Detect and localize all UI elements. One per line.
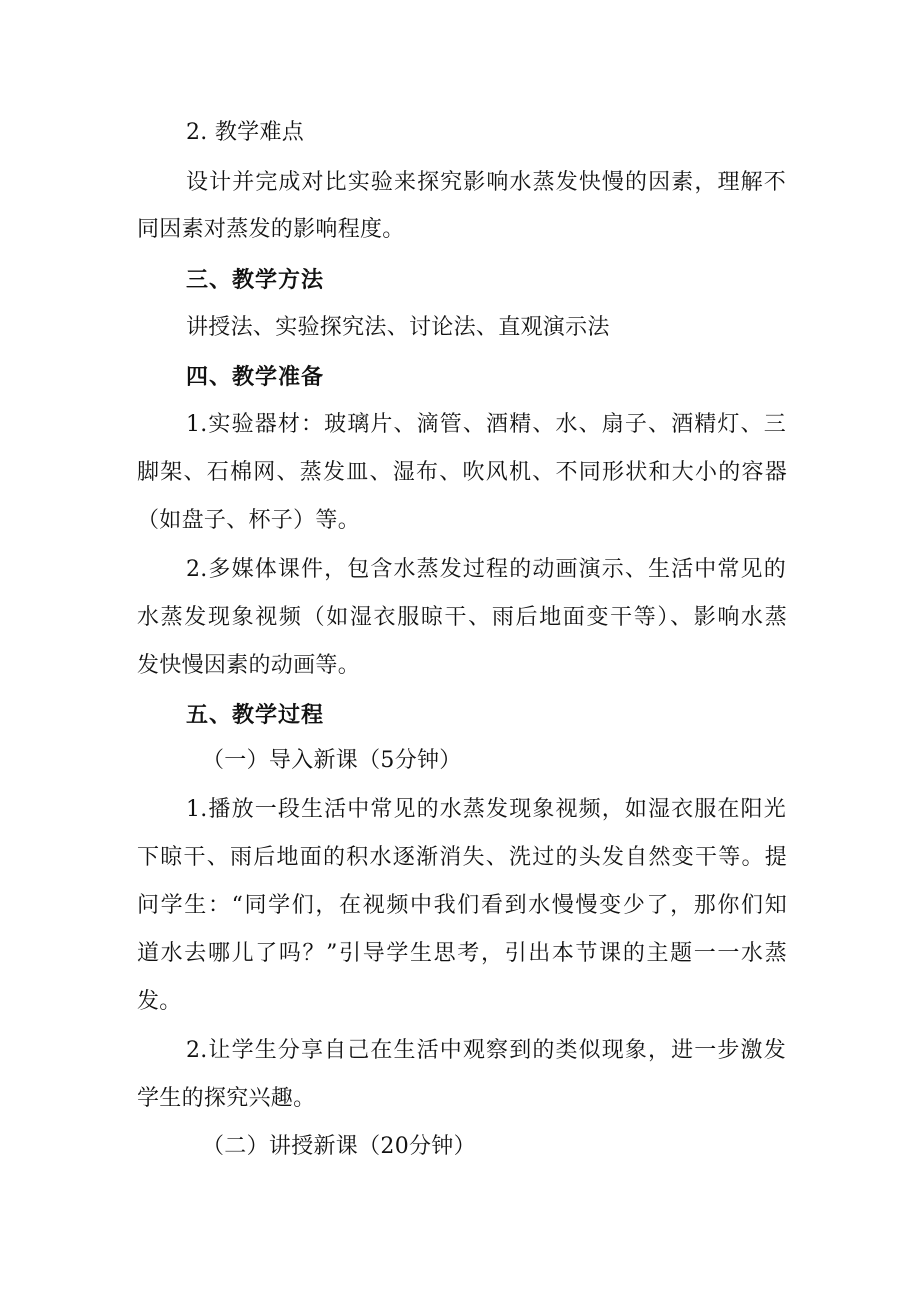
prep-item2-line-2: 水蒸发现象视频（如湿衣服晾干、雨后地面变干等）、影响水蒸: [137, 605, 787, 630]
difficulty-text-line-2: 同因素对蒸发的影响程度。: [137, 217, 405, 242]
intro-item2-line-1: 2.让学生分享自己在生活中观察到的类似现象，进一步激发: [186, 1038, 786, 1063]
methods-heading: 三、教学方法: [186, 267, 325, 293]
intro-heading: （一）导入新课（5分钟）: [202, 748, 462, 773]
intro-item1-line-4: 道水去哪儿了吗？”引导学生思考，引出本节课的主题一一水蒸: [137, 941, 787, 966]
prep-item1-line-1: 1.实验器材：玻璃片、滴管、酒精、水、扇子、酒精灯、三: [186, 412, 786, 437]
intro-item1-line-5: 发。: [137, 989, 182, 1014]
process-heading: 五、教学过程: [186, 702, 325, 728]
prep-item1-line-3: （如盘子、杯子）等。: [137, 508, 361, 533]
methods-text: 讲授法、实验探究法、讨论法、直观演示法: [186, 315, 610, 340]
lecture-heading: （二）讲授新课（20分钟）: [202, 1134, 476, 1159]
difficulty-text-line-1: 设计并完成对比实验来探究影响水蒸发快慢的因素，理解不: [186, 170, 786, 195]
intro-item1-line-3: 问学生：“同学们，在视频中我们看到水慢慢变少了，那你们知: [137, 893, 787, 918]
intro-item1-line-1: 1.播放一段生活中常见的水蒸发现象视频，如湿衣服在阳光: [186, 797, 786, 822]
prep-item2-line-1: 2.多媒体课件，包含水蒸发过程的动画演示、生活中常见的: [186, 557, 786, 582]
intro-item1-line-2: 下晾干、雨后地面的积水逐渐消失、洗过的头发自然变干等。提: [137, 845, 787, 870]
intro-item2-line-2: 学生的探究兴趣。: [137, 1086, 316, 1111]
difficulty-heading: 2. 教学难点: [186, 120, 305, 145]
prep-heading: 四、教学准备: [186, 364, 325, 390]
prep-item2-line-3: 发快慢因素的动画等。: [137, 653, 361, 678]
prep-item1-line-2: 脚架、石棉网、蒸发皿、湿布、吹风机、不同形状和大小的容器: [137, 460, 787, 485]
